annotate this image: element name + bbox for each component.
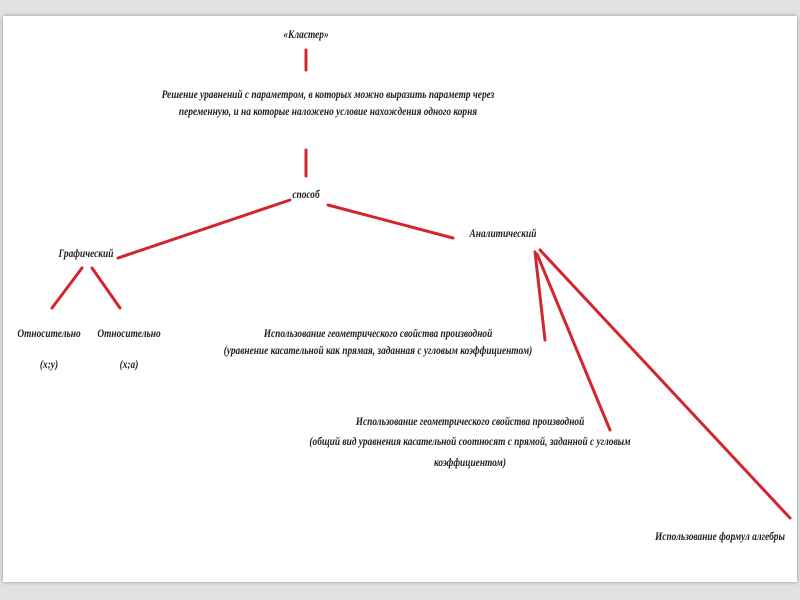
node-relative-xa-title: Относительно [97, 326, 161, 340]
node-geometric-derivative-2-line1: Использование геометрического свойства производной [355, 414, 585, 428]
node-geometric-derivative-2-line2: (общий вид уравнения касательной соотносят с прямой, заданной с угловым [309, 434, 631, 449]
node-relative-xy-title: Относительно [17, 326, 81, 340]
node-algebra-formulas: Использование формул алгебры [655, 529, 785, 543]
node-relative-xa-sub: (х;а) [119, 357, 139, 372]
node-geometric-derivative-1-line2: (уравнение касательной как прямая, заданная с угловым коэффициентом) [223, 343, 533, 358]
node-relative-xy-sub: (х;у) [39, 357, 59, 372]
node-relative-xy [14, 325, 84, 374]
node-geometric-derivative-1-line1: Использование геометрического свойства производной [263, 326, 493, 340]
node-root: «Кластер» [283, 27, 329, 41]
node-geometric-derivative-1 [199, 325, 558, 360]
node-topic-line2: переменную, и на которые наложено условие нахождения одного корня [178, 104, 478, 119]
node-method: способ [292, 187, 320, 201]
node-analytical: Аналитический [469, 226, 537, 240]
node-geometric-derivative-2 [291, 413, 650, 471]
node-topic [86, 86, 570, 121]
node-graphical: Графический [58, 246, 114, 260]
node-topic-line1: Решение уравнений с параметром, в которых можно выразить параметр через [161, 87, 495, 101]
node-geometric-derivative-2-line3: коэффициентом) [433, 454, 507, 469]
node-relative-xa [94, 325, 164, 374]
